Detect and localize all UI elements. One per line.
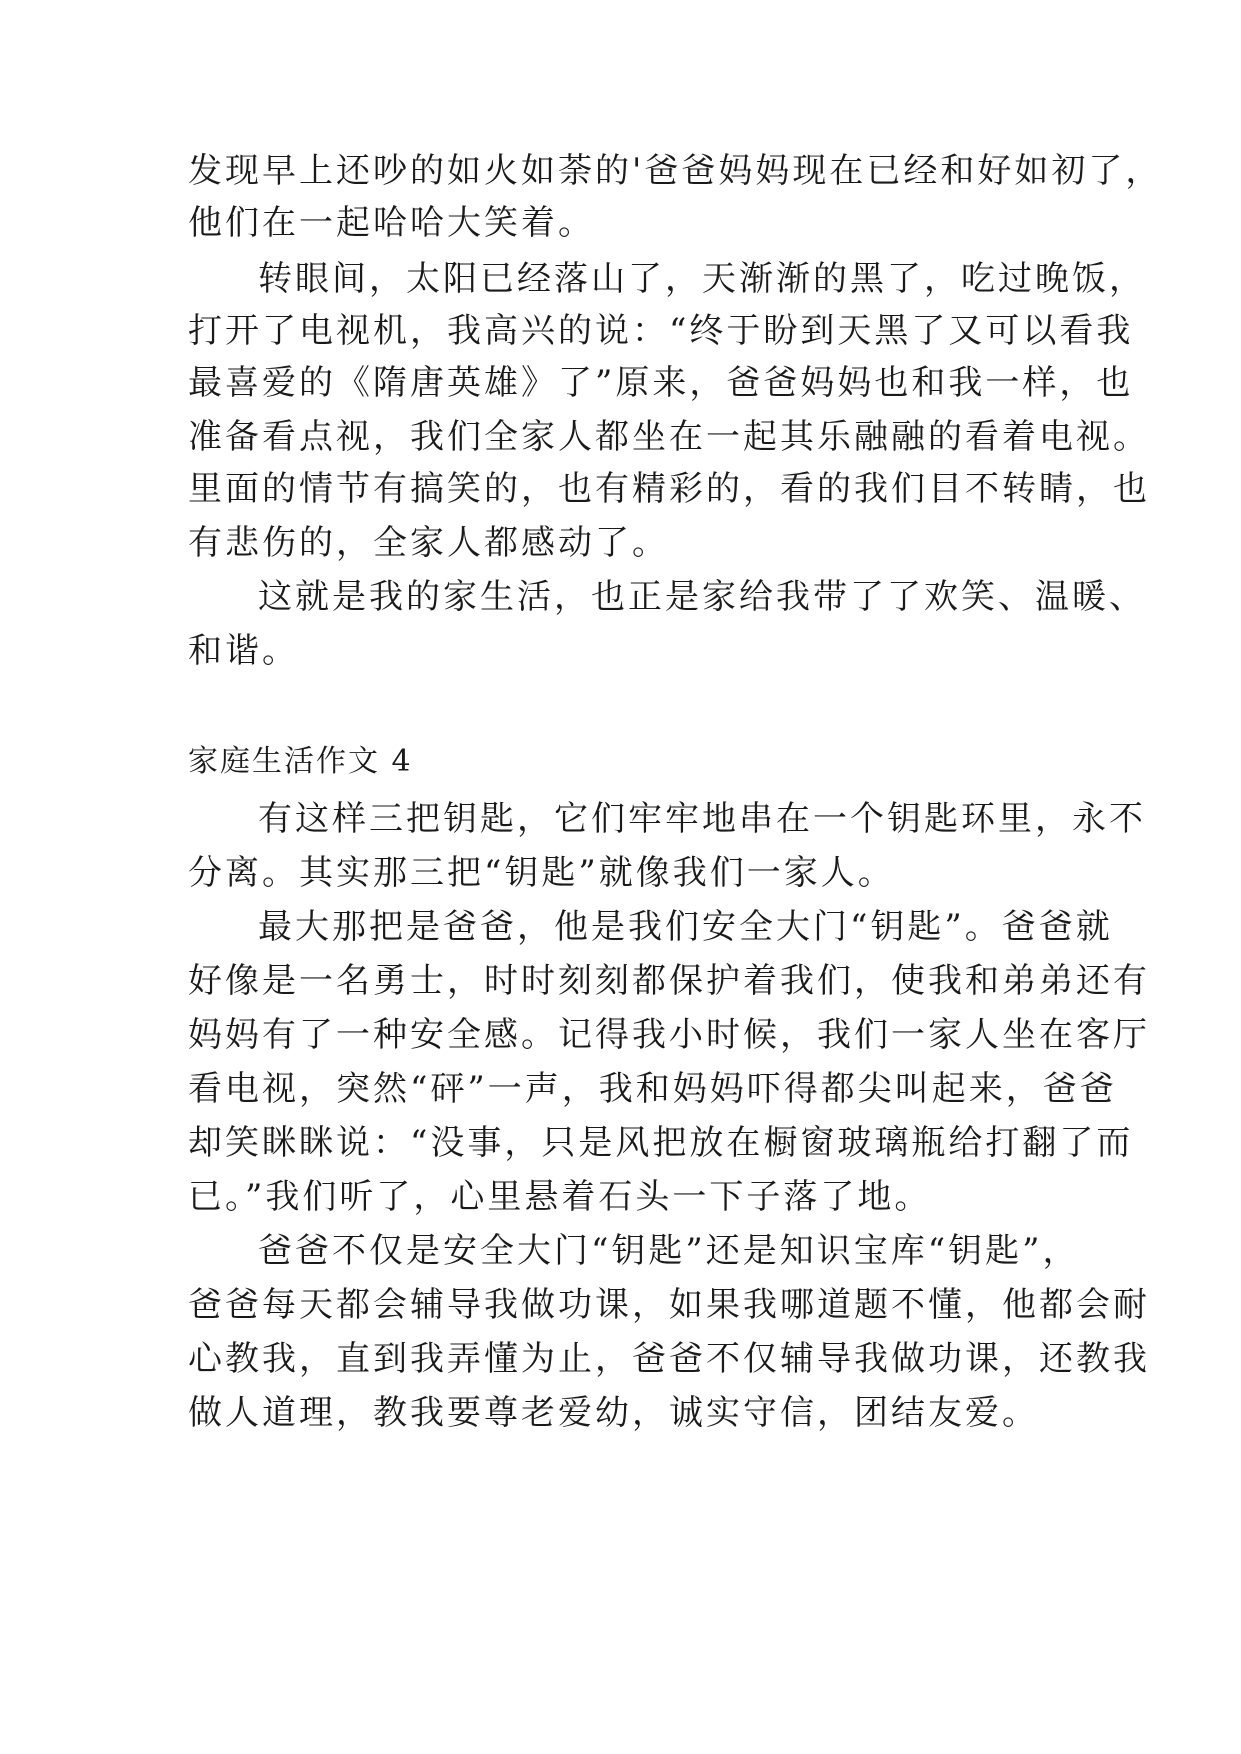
paragraph-2-line-3: 最喜爱的《隋唐英雄》了”原来，爸爸妈妈也和我一样，也 (188, 363, 1134, 403)
paragraph-6-line-2: 爸爸每天都会辅导我做功课，如果我哪道题不懂，他都会耐 (188, 1285, 1150, 1325)
paragraph-5-line-3: 妈妈有了一种安全感。记得我小时候，我们一家人坐在客厅 (188, 1015, 1150, 1055)
paragraph-6-line-4: 做人道理，教我要尊老爱幼，诚实守信，团结友爱。 (188, 1393, 1039, 1433)
paragraph-1-line-2: 他们在一起哈哈大笑着。 (188, 203, 595, 243)
paragraph-2-line-5: 里面的情节有搞笑的，也有精彩的，看的我们目不转睛，也 (188, 469, 1150, 509)
paragraph-6-line-3: 心教我，直到我弄懂为止，爸爸不仅辅导我做功课，还教我 (188, 1339, 1150, 1379)
paragraph-2-line-4: 准备看点视，我们全家人都坐在一起其乐融融的看着电视。 (188, 417, 1150, 457)
paragraph-2-line-6: 有悲伤的，全家人都感动了。 (188, 523, 669, 563)
paragraph-3-line-1: 这就是我的家生活，也正是家给我带了了欢笑、温暖、 (258, 577, 1146, 617)
paragraph-3-line-2: 和谐。 (188, 631, 299, 671)
paragraph-5-line-1: 最大那把是爸爸，他是我们安全大门“钥匙”。爸爸就 (258, 907, 1113, 947)
paragraph-5-line-5: 却笑眯眯说：“没事，只是风把放在橱窗玻璃瓶给打翻了而 (188, 1123, 1134, 1163)
paragraph-2-line-2: 打开了电视机，我高兴的说：“终于盼到天黑了又可以看我 (188, 311, 1134, 351)
paragraph-2-line-1: 转眼间，太阳已经落山了，天渐渐的黑了，吃过晚饭， (258, 259, 1146, 299)
paragraph-5-line-4: 看电视，突然“砰”一声，我和妈妈吓得都尖叫起来，爸爸 (188, 1069, 1117, 1109)
paragraph-4-line-1: 有这样三把钥匙，它们牢牢地串在一个钥匙环里，永不 (258, 799, 1146, 839)
paragraph-6-line-1: 爸爸不仅是安全大门“钥匙”还是知识宝库“钥匙”， (258, 1231, 1080, 1271)
paragraph-5-line-6: 已。”我们听了，心里悬着石头一下子落了地。 (188, 1177, 932, 1217)
paragraph-5-line-2: 好像是一名勇士，时时刻刻都保护着我们，使我和弟弟还有 (188, 961, 1150, 1001)
paragraph-4-line-2: 分离。其实那三把“钥匙”就像我们一家人。 (188, 853, 895, 893)
paragraph-1-line-1: 发现早上还吵的如火如荼的'爸爸妈妈现在已经和好如初了， (188, 151, 1163, 191)
section-heading: 家庭生活作文 4 (188, 744, 413, 779)
